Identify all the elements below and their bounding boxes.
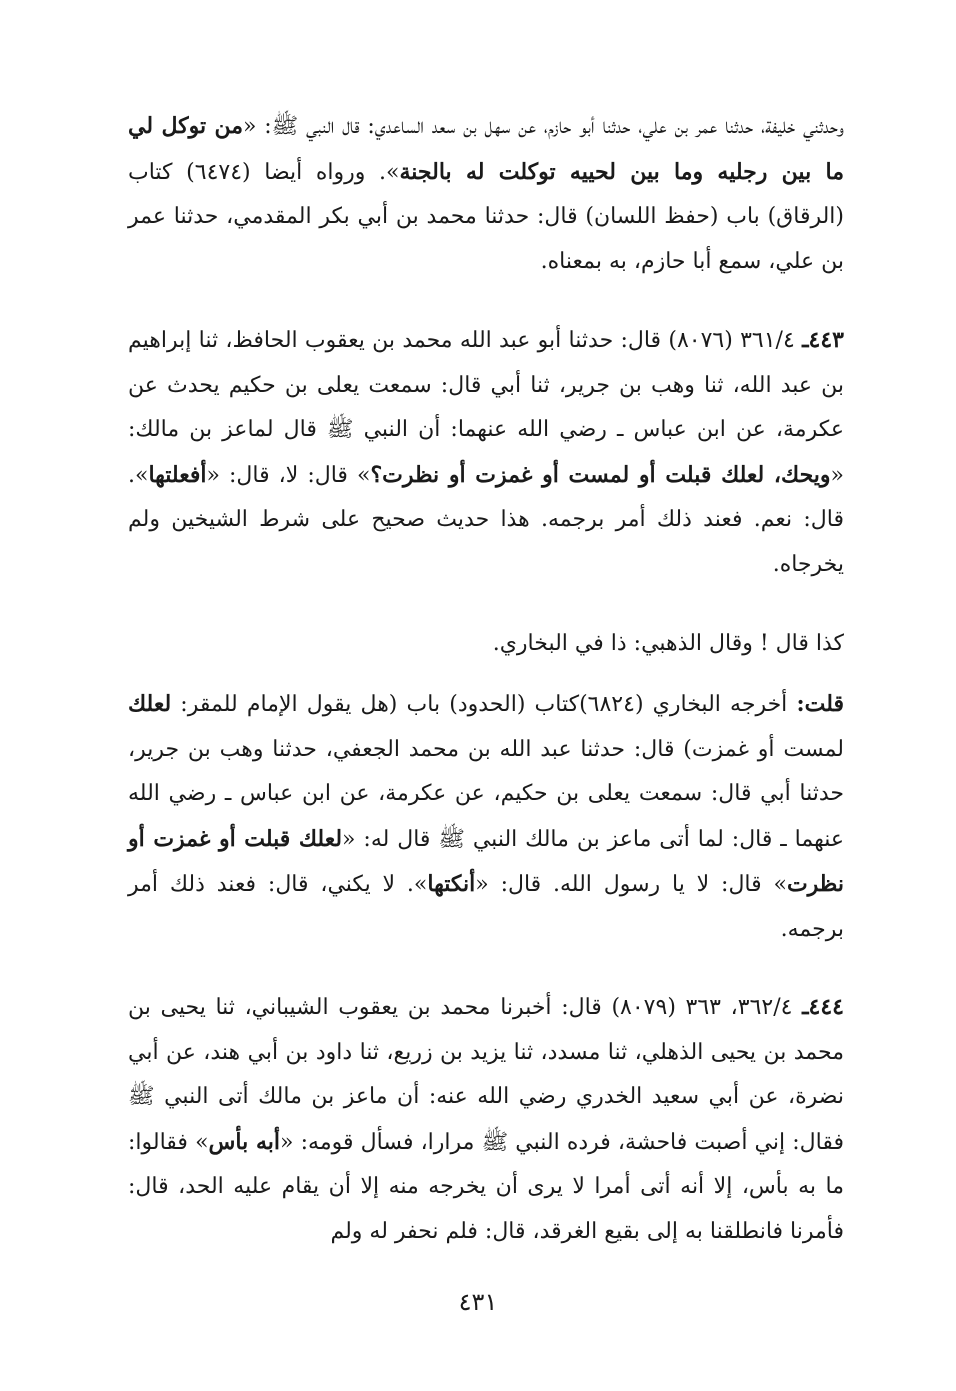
text-segment: ». لا يكني، قال: فعند ذلك أمر برجمه.: [128, 872, 844, 942]
hadith-quote: ويحك، لعلك قبلت أو لمست أو غمزت أو نظرت؟: [370, 461, 831, 488]
text-segment: ». ورواه أيضا (٦٤٧٤) كتاب (الرقاق) باب (حفظ اللسان) قال: حدثنا محمد بن أبي بكر المقدمي، حدثنا عمر بن علي، سمع أبا حازم، به بمعناه.: [128, 159, 844, 274]
paragraph-hadith-444: [128, 985, 844, 1255]
hadith-quote: لعلك: [128, 691, 172, 717]
text-segment: لمست أو غمزت) قال: حدثنا عبد الله بن محمد الجعفي، حدثنا وهب بن جرير، حدثنا أبي قال: سمعت يعلى بن حكيم، عن عكرمة، عن ابن عباس ـ رضي الله عنهما ـ قال: لما أتى ماعز بن مالك النبي ﷺ قال له: «: [128, 736, 844, 852]
text-segment: وحدثني خليفة، حدثنا عمر بن علي، حدثنا أبو حازم، عن سهل بن سعد الساعدي: قال النبي ﷺ: «: [243, 114, 844, 139]
text-segment: » فقالوا: ما به بأس، إلا أنه أتى أمرا لا يرى أن يخرجه منه إلا أن يقام عليه الحد، قال: فأمرنا فانطلقنا به إلى بقيع الغرقد، قال: فلم نحفر له ولم: [128, 1129, 844, 1244]
hadith-quote: من توكل لي ما بين رجليه وما بين لحييه توكلت له بالجنة: [128, 113, 844, 185]
hadith-quote: لعلك قبلت أو غمزت أو نظرت: [128, 825, 844, 898]
hadith-quote: أنكتها: [427, 871, 476, 898]
hadith-quote: أفعلتها: [148, 461, 207, 488]
text-segment: ٣٦٢/٤، ٣٦٣ (٨٠٧٩) قال: أخبرنا محمد بن يعقوب الشيباني، ثنا يحيى بن محمد بن يحيى الذهلي، ثنا مسدد، ثنا يزيد بن زريع، ثنا داود بن أبي هند، عن أبي نضرة، عن أبي سعيد الخدري رضي الله عنه: أن ماعز بن مالك أتى النبي ﷺ فقال: إني أصبت فاحشة، فرده النبي ﷺ مرارا، فسأل قومه: «: [128, 995, 844, 1155]
text-segment: ٣٦١/٤ (٨٠٧٦) قال: حدثنا أبو عبد الله محمد بن يعقوب الحافظ، ثنا إبراهيم بن عبد الله، ثنا وهب بن جرير، ثنا أبي قال: سمعت يعلى بن حكيم يحدث عن عكرمة، عن ابن عباس ـ رضي الله عنهما: أن النبي ﷺ قال لماعز بن مالك: «: [128, 328, 844, 488]
text-segment: كذا قال ! وقال الذهبي: ذا في البخاري.: [492, 631, 844, 656]
text-segment: » قال: لا يا رسول الله. قال: «: [475, 872, 787, 898]
paragraph-commentary: [128, 682, 844, 953]
paragraph-dhahabi-note: [440, 622, 844, 667]
text-segment: أخرجه البخاري (٦٨٢٤)كتاب (الحدود) باب (هل يقول الإمام للمقر:: [171, 692, 797, 717]
paragraph-hadith-443: [128, 318, 844, 588]
paragraph-hadith-continuation: [128, 104, 844, 284]
page-number: ٤٣١: [458, 1288, 498, 1316]
text-segment: » قال: لا، قال: «: [206, 462, 371, 488]
text-segment: ». قال: نعم. فعند ذلك أمر برجمه. هذا حديث صحيح على شرط الشيخين ولم يخرجاه.: [128, 462, 844, 577]
hadith-quote: أبه بأس: [208, 1128, 281, 1155]
hadith-number: ٤٤٣ـ: [802, 327, 844, 353]
commentary-label: قلت:: [796, 691, 844, 717]
hadith-number: ٤٤٤ـ: [802, 994, 844, 1020]
